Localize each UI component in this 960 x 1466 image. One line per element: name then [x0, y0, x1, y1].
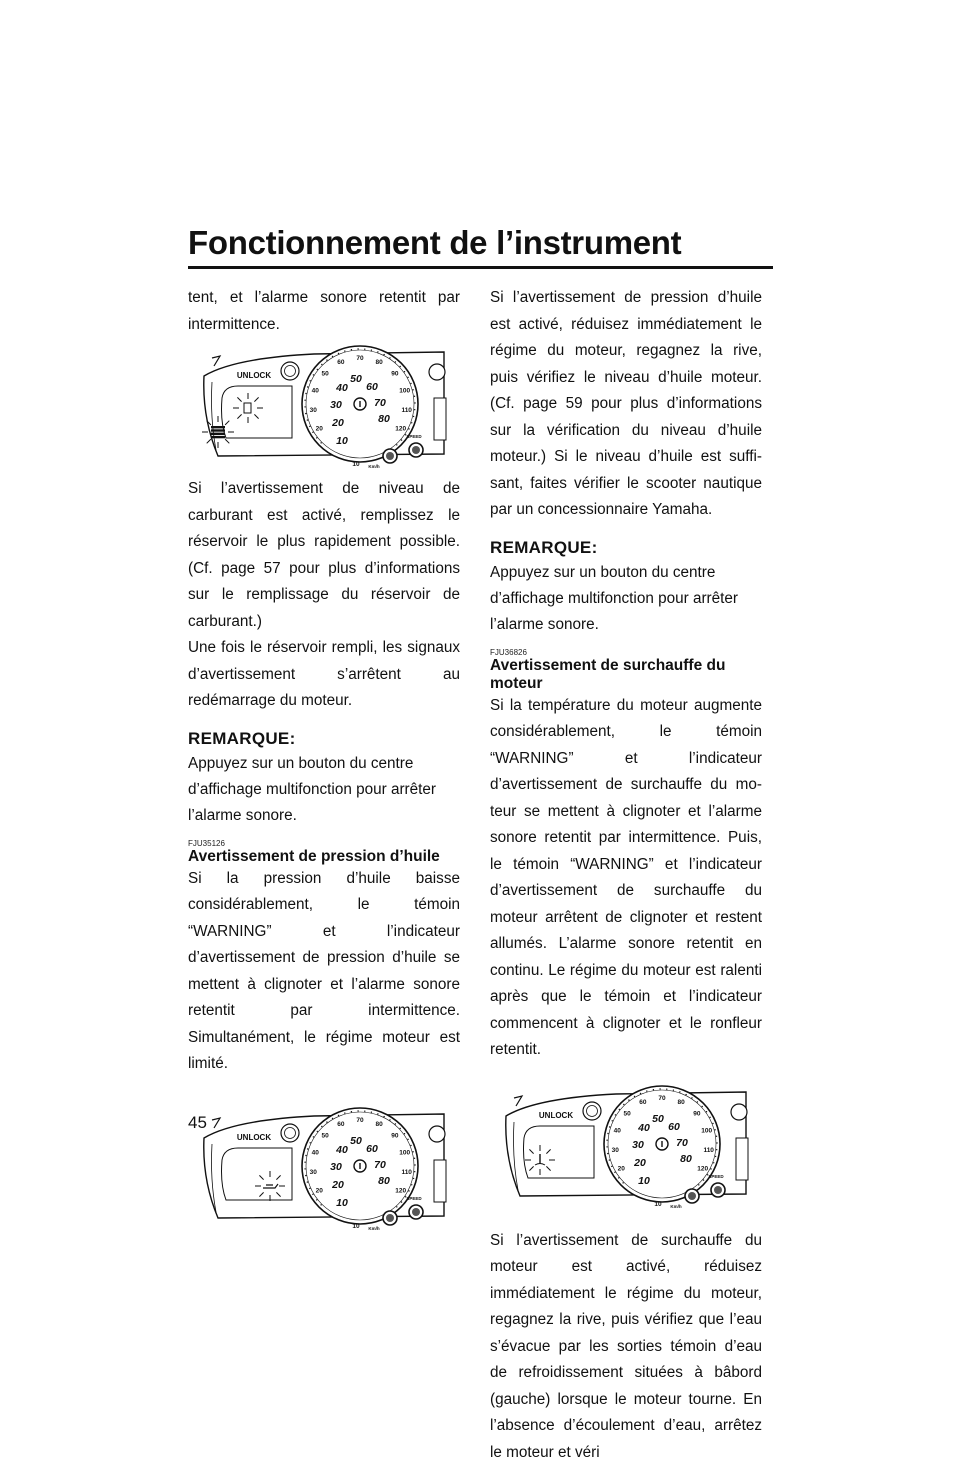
gauge-tick	[622, 1182, 623, 1183]
mode-button-center	[386, 1214, 394, 1222]
gauge-tick	[414, 1164, 415, 1165]
gauge-tick	[716, 1142, 717, 1143]
gauge-inner-number: 40	[335, 1144, 348, 1156]
gauge-tick	[317, 369, 318, 370]
gauge-inner-number: 80	[378, 413, 390, 425]
gauge-tick	[618, 1177, 619, 1178]
gauge-outer-number: 20	[618, 1165, 626, 1172]
unlock-label: UNLOCK	[237, 371, 271, 380]
gauge-tick	[408, 1190, 409, 1191]
gauge-tick	[357, 348, 358, 349]
gauge-tick	[309, 426, 310, 427]
gauge-tick	[396, 1206, 397, 1207]
gauge-tick	[304, 406, 305, 407]
gauge-outer-number: 50	[623, 1110, 631, 1117]
set-button-center	[412, 446, 420, 454]
kmh-label: Km/h	[670, 1204, 682, 1208]
gauge-tick	[316, 437, 317, 438]
gauge-tick	[332, 1117, 333, 1118]
gauge-tick	[653, 1089, 654, 1090]
section-title-overheat: Avertissement de surchauffe du moteur	[490, 657, 762, 693]
gauge-tick	[304, 1161, 305, 1162]
left-paragraph-3: Une fois le réservoir rempli, les signaux d’avertissement s’arrêtent au redémarrage du moteur.	[188, 635, 460, 715]
gauge-tick	[305, 1174, 306, 1175]
set-button-center	[714, 1186, 722, 1194]
gauge-outer-number: 120	[395, 426, 406, 433]
speed-label: SPEED	[708, 1174, 724, 1179]
right-paragraph-2: Si la température du moteur augmente considérablement, le témoin “WARNING” et l’indicateur d’avertissement de surchauffe du moteur se mettent à clignoter et l’alarme sonore retentit par intermittence. Puis, le témoin “WARNING” et l’indicateur d’avertissement de surchauffe du moteur arrêtent de clignoter et restent allumés. L’alarme sonore retentit en continu. Le régime du moteur est ralenti après que le témoin et l’indicateur commencent à clignoter et le ronfleur retentit.	[490, 693, 762, 1064]
gauge-tick	[312, 432, 313, 433]
gauge-tick	[404, 1133, 405, 1134]
gauge-tick	[410, 383, 411, 384]
gauge-outer-number: 90	[693, 1110, 701, 1117]
gauge-tick	[338, 1114, 339, 1115]
gauge-outer-number: 50	[321, 1132, 329, 1139]
gauge-tick	[305, 1154, 306, 1155]
gauge-tick	[634, 1095, 635, 1096]
gauge-inner-number: 50	[350, 373, 362, 385]
gauge-tick	[383, 354, 384, 355]
kmh-label: Km/h	[368, 1226, 380, 1230]
gauge-tick	[351, 1111, 352, 1112]
gauge-tick	[607, 1152, 608, 1153]
unlock-button-icon	[281, 362, 299, 380]
gauge-tick	[344, 1112, 345, 1113]
gauge-inner-number: 10	[336, 1197, 348, 1209]
gauge-tick	[305, 413, 306, 414]
gauge-outer-number: 110	[401, 1168, 412, 1175]
gauge-tick	[313, 1136, 314, 1137]
gauge-inner-number: 30	[330, 1161, 342, 1173]
gauge-inner-number: 10	[638, 1175, 650, 1187]
gauge-outer-number: 80	[375, 359, 383, 366]
gauge-tick	[623, 1103, 624, 1104]
gauge-tick	[389, 1119, 390, 1120]
gauge-inner-number: 50	[350, 1135, 362, 1147]
gauge-tick	[710, 1168, 711, 1169]
gauge-tick	[371, 1111, 372, 1112]
unlock-button-icon	[583, 1102, 601, 1120]
gauge-outer-number: 100	[399, 1149, 410, 1156]
gauge-tick	[377, 1113, 378, 1114]
gauge-tick	[612, 1120, 613, 1121]
gauge-tick	[321, 1125, 322, 1126]
gauge-outer-number: 60	[639, 1099, 647, 1106]
gauge-outer-number: 100	[399, 388, 410, 395]
gauge-tick	[404, 371, 405, 372]
remark-text: Appuyez sur un bouton du centre d’affichage multifonction pour arrêter l’alarme sonore.	[490, 560, 762, 638]
gauge-outer-number: 110	[401, 407, 412, 414]
overheat-warning-figure	[496, 1078, 756, 1208]
left-paragraph-4: Si la pression d’huile baisse considérablement, le témoin “WARNING” et l’indicateur d’avertissement de pression d’huile se mettent à clignoter et l’alarme sonore retentit par intermittence. Simultanément, le régime moteur est limité.	[188, 866, 460, 1078]
side-window	[434, 398, 446, 440]
gauge-tick	[715, 1155, 716, 1156]
page-number: 45	[188, 1113, 207, 1133]
gauge-inner-number: 80	[680, 1153, 692, 1165]
gauge-inner-number: 70	[374, 397, 386, 409]
gauge-outer-number: 60	[337, 359, 345, 366]
page-title: Fonctionnement de l’instrument	[188, 224, 681, 262]
fuel-level-bar	[211, 426, 225, 428]
gauge-outer-number: 70	[658, 1095, 666, 1102]
gauge-tick	[309, 1187, 310, 1188]
gauge-tick	[320, 442, 321, 443]
gauge-tick	[401, 439, 402, 440]
gauge-tick	[307, 1181, 308, 1182]
gauge-tick	[640, 1092, 641, 1093]
gauge-outer-number: 110	[703, 1146, 714, 1153]
gauge-outer-number: 90	[391, 371, 399, 378]
gauge-outer-number: 30	[310, 407, 318, 414]
gauge-tick	[412, 389, 413, 390]
speed-label: SPEED	[406, 1196, 422, 1201]
gauge-tick	[698, 1184, 699, 1185]
gauge-tick	[395, 361, 396, 362]
gauge-outer-number: 30	[310, 1168, 318, 1175]
oil-pressure-warning-figure	[194, 1100, 454, 1230]
gauge-tick	[351, 349, 352, 350]
gauge-bottom-number: 10	[352, 461, 360, 468]
gauge-tick	[313, 374, 314, 375]
gauge-outer-number: 100	[701, 1127, 712, 1134]
gauge-inner-number: 70	[374, 1159, 386, 1171]
gauge-tick	[716, 1149, 717, 1150]
gauge-outer-number: 40	[614, 1127, 622, 1134]
gauge-outer-number: 50	[321, 371, 329, 378]
gauge-tick	[606, 1146, 607, 1147]
gauge-inner-number: 40	[637, 1122, 650, 1134]
gauge-tick	[673, 1089, 674, 1090]
gauge-tick	[703, 1179, 704, 1180]
title-rule	[188, 266, 773, 269]
section-title-oil-pressure: Avertissement de pression d’huile	[188, 848, 460, 866]
display-window	[222, 1148, 293, 1200]
gauge-tick	[713, 1162, 714, 1163]
gauge-tick	[395, 1123, 396, 1124]
remark-title: REMARQUE:	[490, 538, 762, 558]
gauge-tick	[407, 377, 408, 378]
remark-text: Appuyez sur un bouton du centre d’affichage multifonction pour arrêter l’alarme sonore.	[188, 751, 460, 829]
mode-button-center	[688, 1192, 696, 1200]
gauge-tick	[414, 1157, 415, 1158]
gauge-outer-number: 60	[337, 1121, 345, 1128]
gauge-tick	[338, 353, 339, 354]
gauge-tick	[408, 428, 409, 429]
gauge-outer-number: 120	[395, 1187, 406, 1194]
gauge-tick	[364, 1110, 365, 1111]
gauge-outer-number: 40	[312, 1149, 320, 1156]
gauge-tick	[320, 1204, 321, 1205]
gauge-tick	[607, 1132, 608, 1133]
gauge-tick	[400, 366, 401, 367]
gauge-tick	[321, 364, 322, 365]
gauge-tick	[304, 1168, 305, 1169]
gauge-tick	[712, 1122, 713, 1123]
left-paragraph-2: Si l’avertissement de niveau de carburant est activé, remplissez le réservoir le plus rapidement possible. (Cf. page 57 pour plus d’informations sur le remplissage du réservoir de carburant.)	[188, 476, 460, 635]
section-code: FJU36826	[490, 648, 762, 657]
gauge-tick	[326, 359, 327, 360]
gauge-inner-number: 60	[366, 1143, 378, 1155]
mode-button-center	[386, 452, 394, 460]
gauge-tick	[666, 1088, 667, 1089]
gauge-outer-number: 90	[391, 1132, 399, 1139]
gauge-tick	[304, 400, 305, 401]
gauge-tick	[310, 380, 311, 381]
gauge-tick	[413, 1177, 414, 1178]
gauge-tick	[628, 1099, 629, 1100]
gauge-tick	[714, 1129, 715, 1130]
gauge-bottom-number: 10	[654, 1201, 662, 1208]
gauge-inner-number: 20	[331, 417, 344, 429]
gauge-tick	[307, 419, 308, 420]
gauge-tick	[357, 1110, 358, 1111]
gauge-tick	[615, 1114, 616, 1115]
side-button-icon	[429, 364, 445, 380]
gauge-tick	[414, 409, 415, 410]
gauge-outer-number: 20	[316, 426, 324, 433]
gauge-tick	[383, 1115, 384, 1116]
gauge-tick	[609, 1159, 610, 1160]
gauge-tick	[377, 351, 378, 352]
gauge-tick	[646, 1090, 647, 1091]
speed-label: SPEED	[406, 434, 422, 439]
gauge-outer-number: 30	[612, 1146, 620, 1153]
gauge-outer-number: 20	[316, 1187, 324, 1194]
gauge-outer-number: 70	[356, 1117, 364, 1124]
fuel-level-bar	[211, 436, 225, 438]
gauge-tick	[411, 1184, 412, 1185]
gauge-bottom-number: 10	[352, 1223, 360, 1230]
gauge-tick	[401, 1201, 402, 1202]
gauge-tick	[326, 1121, 327, 1122]
gauge-tick	[685, 1093, 686, 1094]
gauge-tick	[364, 349, 365, 350]
gauge-tick	[697, 1101, 698, 1102]
right-paragraph-3: Si l’avertissement de surchauffe du moteur est activé, réduisez immédiatement le régime du moteur, regagnez la rive, puis vérifiez que l’eau s’évacue par les sorties témoin d’eau de refroidissement situées à bâbord (gauche) lorsque le moteur tourne. En l’absence d’écoulement d’eau, arrêtez le moteur et véri	[490, 1228, 762, 1466]
gauge-tick	[407, 1138, 408, 1139]
gauge-tick	[400, 1127, 401, 1128]
gauge-tick	[716, 1135, 717, 1136]
slash-mark	[212, 356, 220, 366]
unlock-label: UNLOCK	[237, 1133, 271, 1142]
gauge-tick	[691, 1097, 692, 1098]
gauge-tick	[307, 1148, 308, 1149]
fuel-level-bar	[211, 433, 225, 435]
side-button-icon	[429, 1126, 445, 1142]
gauge-tick	[702, 1105, 703, 1106]
gauge-inner-number: 50	[652, 1113, 664, 1125]
gauge-tick	[307, 386, 308, 387]
fuel-warning-figure	[194, 338, 454, 468]
gauge-outer-number: 40	[312, 388, 320, 395]
gauge-tick	[414, 402, 415, 403]
gauge-outer-number: 120	[697, 1165, 708, 1172]
left-column	[188, 285, 460, 1230]
gauge-tick	[606, 1139, 607, 1140]
gauge-inner-number: 60	[668, 1121, 680, 1133]
gauge-tick	[389, 357, 390, 358]
gauge-outer-number: 80	[677, 1099, 685, 1106]
gauge-outer-number: 80	[375, 1121, 383, 1128]
gauge-tick	[412, 1151, 413, 1152]
gauge-inner-number: 30	[330, 399, 342, 411]
gauge-tick	[310, 1142, 311, 1143]
warning-burst-ray	[207, 439, 211, 443]
gauge-tick	[305, 393, 306, 394]
gauge-tick	[611, 1165, 612, 1166]
gauge-inner-number: 80	[378, 1175, 390, 1187]
gauge-tick	[332, 356, 333, 357]
gauge-inner-number: 10	[336, 435, 348, 447]
gauge-tick	[706, 1111, 707, 1112]
gauge-tick	[411, 422, 412, 423]
gauge-tick	[317, 1130, 318, 1131]
gauge-tick	[414, 396, 415, 397]
side-button-icon	[731, 1104, 747, 1120]
gauge-inner-number: 30	[632, 1139, 644, 1151]
unlock-label: UNLOCK	[539, 1111, 573, 1120]
gauge-tick	[679, 1091, 680, 1092]
kmh-label: Km/h	[368, 464, 380, 468]
section-code: FJU35126	[188, 839, 460, 848]
side-window	[434, 1160, 446, 1202]
gauge-outer-number: 70	[356, 355, 364, 362]
gauge-tick	[614, 1171, 615, 1172]
gauge-inner-number: 20	[633, 1157, 646, 1169]
gauge-tick	[344, 350, 345, 351]
gauge-inner-number: 60	[366, 381, 378, 393]
slash-mark	[514, 1096, 522, 1106]
remark-title: REMARQUE:	[188, 729, 460, 749]
set-button-center	[412, 1208, 420, 1216]
slash-mark	[212, 1118, 220, 1128]
fuel-level-bar	[211, 429, 225, 431]
unlock-button-icon	[281, 1124, 299, 1142]
gauge-tick	[371, 350, 372, 351]
right-paragraph-1: Si l’avertissement de pression d’huile est activé, réduisez immédiatement le régime du moteur, regagnez la rive, puis vérifiez le niveau d’huile moteur. (Cf. page 59 pour plus d’informations sur la vérification du niveau d’huile moteur.) Si le niveau d’huile est suffisant, faites vérifier le scooter nautique par un concessionnaire Yamaha.	[490, 285, 762, 524]
gauge-inner-number: 70	[676, 1137, 688, 1149]
gauge-tick	[413, 416, 414, 417]
fuel-pump-icon	[244, 403, 251, 413]
gauge-tick	[414, 1171, 415, 1172]
gauge-inner-number: 40	[335, 382, 348, 394]
gauge-tick	[659, 1088, 660, 1089]
gauge-tick	[619, 1108, 620, 1109]
gauge-tick	[312, 1193, 313, 1194]
display-window	[222, 386, 293, 438]
gauge-inner-number: 20	[331, 1179, 344, 1191]
right-column	[490, 285, 762, 1466]
side-window	[736, 1138, 748, 1180]
gauge-tick	[709, 1116, 710, 1117]
display-window	[524, 1126, 595, 1178]
gauge-tick	[410, 1144, 411, 1145]
gauge-tick	[316, 1199, 317, 1200]
gauge-tick	[396, 444, 397, 445]
gauge-tick	[609, 1126, 610, 1127]
left-paragraph-1: tent, et l’alarme sonore retentit par intermittence.	[188, 285, 460, 338]
